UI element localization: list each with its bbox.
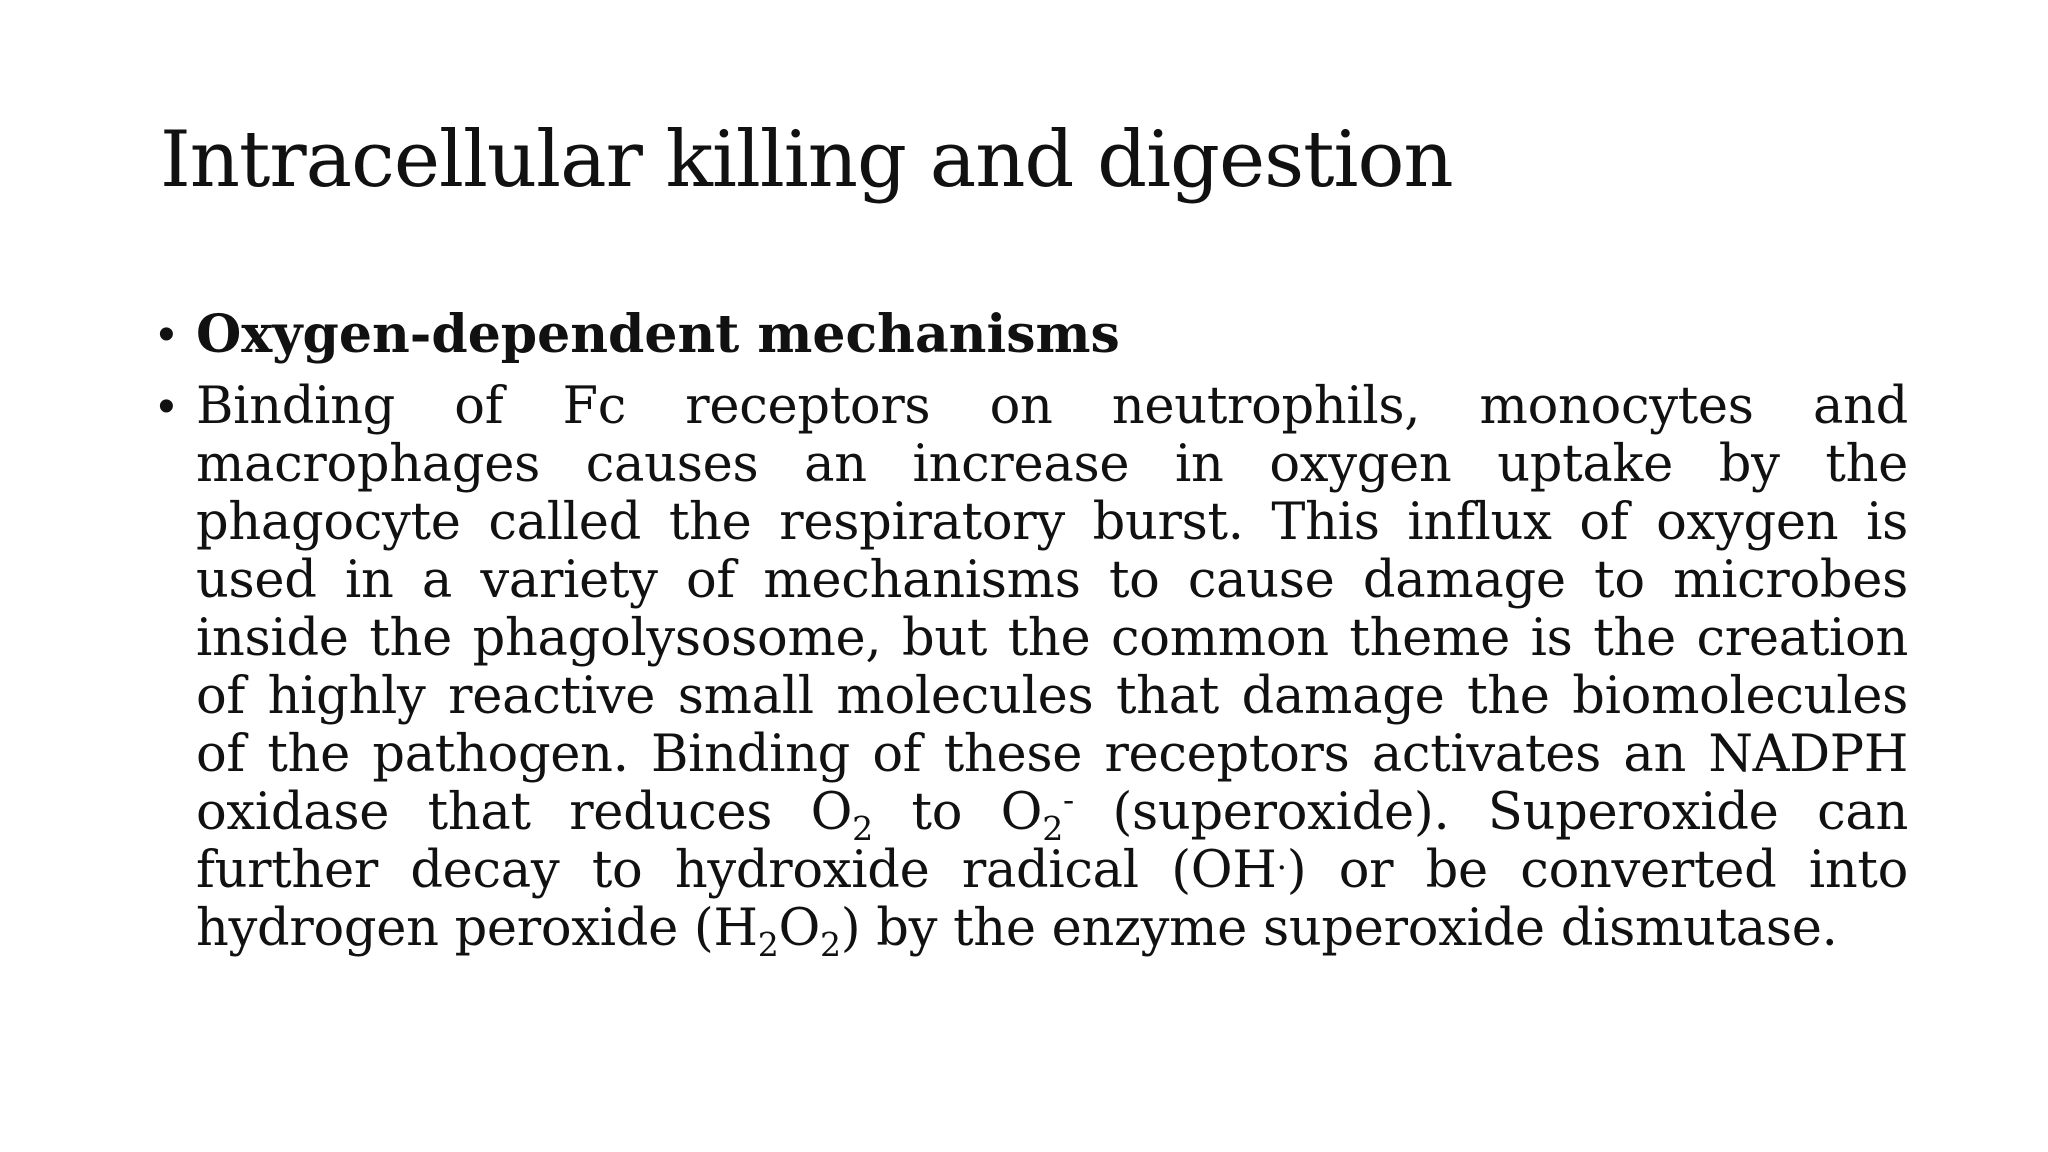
slide-title: Intracellular killing and digestion bbox=[160, 115, 1453, 205]
body-text-part: ) by the enzyme superoxide dismutase. bbox=[840, 899, 1838, 958]
body-text-part: (superoxide). Superoxide can further decay to hydroxide radical (OH bbox=[196, 783, 1908, 900]
subscript: 2 bbox=[820, 925, 841, 965]
body-text-part: to O bbox=[872, 783, 1043, 842]
body-text-part: Binding of Fc receptors on neutrophils, monocytes and macrophages causes an increase in oxygen uptake by the phagocyte called the respiratory burst. This influx of oxygen is used in a variety of mechanisms to cause damage to microbes inside the phagolysosome, but the common theme is the creation of highly reactive small molecules that damage the biomolecules of the pathogen. Binding of these receptors activates an NADPH oxidase that reduces O bbox=[196, 377, 1908, 842]
superscript: . bbox=[1276, 838, 1287, 877]
bullet-item-body bbox=[158, 377, 1908, 965]
bullet-body-text bbox=[196, 377, 1908, 965]
subscript: 2 bbox=[852, 809, 873, 849]
body-text-part: ) or be converted into hydrogen peroxide (H bbox=[196, 841, 1908, 958]
subscript: 2 bbox=[757, 925, 779, 965]
subscript: 2 bbox=[1042, 809, 1063, 849]
superscript: - bbox=[1062, 780, 1074, 819]
body-text-part: O bbox=[778, 899, 820, 958]
bullet-icon: • bbox=[158, 308, 175, 361]
bullet-icon: • bbox=[158, 380, 175, 433]
bullet-heading-text: Oxygen-dependent mechanisms bbox=[196, 304, 1120, 365]
bullet-item-heading bbox=[158, 306, 1908, 364]
bullet-list bbox=[158, 306, 1908, 972]
